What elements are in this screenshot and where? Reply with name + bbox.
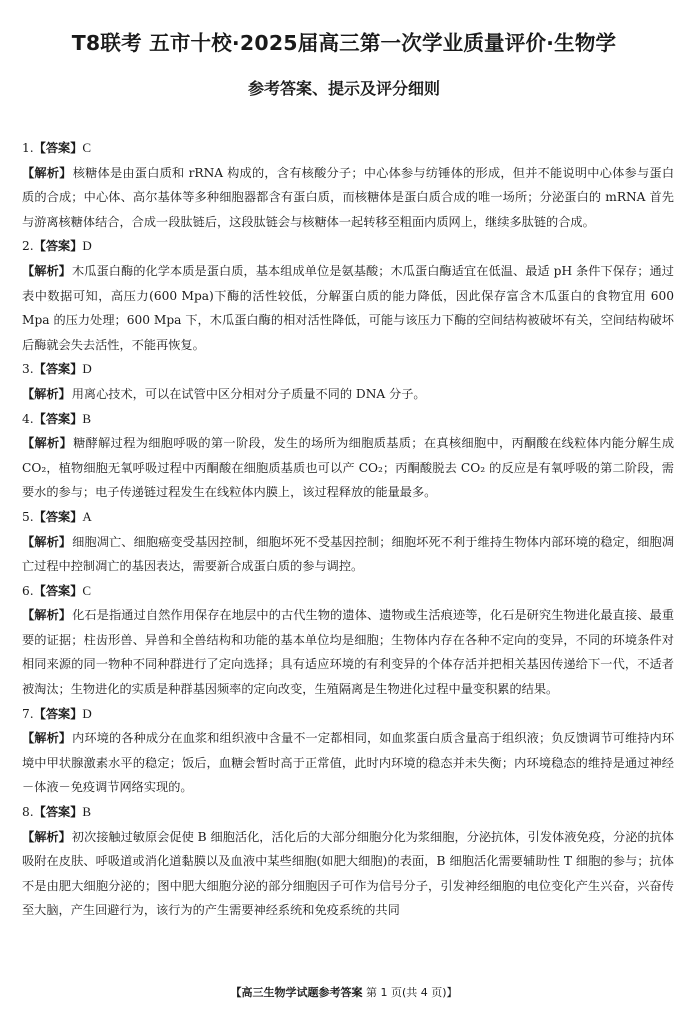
- answer-list: [22, 136, 674, 923]
- answer-choice: A: [82, 508, 92, 524]
- analysis-paragraph: [22, 726, 674, 800]
- question-number: 5.: [22, 509, 34, 524]
- question-number: 3.: [22, 362, 34, 377]
- answer-choice: D: [82, 238, 92, 254]
- analysis-paragraph: [22, 431, 674, 505]
- analysis-text: 木瓜蛋白酶的化学本质是蛋白质，基本组成单位是氨基酸；木瓜蛋白酶适宜在低温、最适 pH 条件下保存；通过表中数据可知，高压力(600 Mpa)下酶的活性较低，分解蛋白质的能力降低，因此保存富含木瓜蛋白的食物宜用 600 Mpa 的压力处理；600 Mpa 下，木瓜蛋白酶的相对活性降低，可能与该压力下酶的空间结构被破坏有关，空间结构破坏后酶就会失去活性，不能再恢复。: [22, 263, 674, 352]
- answer-label: 【答案】: [33, 239, 83, 254]
- answer-line: [22, 702, 674, 727]
- answer-line: [22, 800, 674, 825]
- analysis-label: 【解析】: [22, 731, 72, 746]
- analysis-label: 【解析】: [22, 165, 72, 180]
- answer-label: 【答案】: [33, 362, 83, 377]
- page-subtitle: 参考答案、提示及评分细则: [247, 79, 440, 98]
- page-footer: [0, 984, 688, 1000]
- answer-label: 【答案】: [33, 509, 83, 524]
- analysis-label: 【解析】: [22, 829, 71, 844]
- analysis-text: 内环境的各种成分在血浆和组织液中含量不一定都相同，如血浆蛋白质含量高于组织液；负反馈调节可维持内环境中甲状腺激素水平的稳定；饭后，血糖会暂时高于正常值，此时内环境的稳态并未失衡；内环境稳态的维持是通过神经－体液－免疫调节网络实现的。: [22, 731, 675, 795]
- analysis-text: 化石是指通过自然作用保存在地层中的古代生物的遗体、遗物或生活痕迹等，化石是研究生物进化最直接、最重要的证据；柱齿形兽、异兽和全兽结构和功能的基本单位均是细胞；生物体内存在各种不定向的变异，不同的环境条件对相同来源的同一物种不同种群进行了定向选择；具有适应环境的有利变异的个体存活并把相关基因传递给下一代，不适者被淘汰；生物进化的实质是种群基因频率的定向改变，生殖隔离是生物进化过程中量变积累的结果。: [22, 608, 675, 697]
- answer-item: [22, 505, 674, 579]
- answer-line: [22, 136, 674, 161]
- answer-label: 【答案】: [33, 411, 83, 426]
- analysis-label: 【解析】: [22, 263, 71, 278]
- footer-label: 【高三生物学试题参考答案: [230, 986, 363, 999]
- answer-choice: C: [82, 140, 92, 155]
- analysis-label: 【解析】: [22, 386, 71, 401]
- analysis-text: 细胞凋亡、细胞癌变受基因控制，细胞坏死不受基因控制；细胞坏死不利于维持生物体内部环境的稳定，细胞凋亡过程中控制凋亡的基因表达，需要新合成蛋白质的参与调控。: [22, 534, 675, 574]
- answer-item: [22, 234, 674, 357]
- answer-line: [22, 407, 674, 432]
- analysis-paragraph: [22, 259, 674, 357]
- answer-line: [22, 357, 674, 382]
- answer-line: [22, 234, 674, 259]
- analysis-text: 糖酵解过程为细胞呼吸的第一阶段，发生的场所为细胞质基质；在真核细胞中，丙酮酸在线粒体内能分解生成 CO₂，植物细胞无氧呼吸过程中丙酮酸在细胞质基质也可以产 CO₂；丙酮酸脱去 CO₂ 的反应是有氧呼吸的第二阶段，需要水的参与；电子传递链过程发生在线粒体内膜上，该过程释放的能量最多。: [22, 436, 675, 500]
- answer-label: 【答案】: [33, 583, 83, 598]
- analysis-paragraph: [22, 825, 674, 923]
- analysis-label: 【解析】: [22, 534, 72, 549]
- answer-item: [22, 407, 674, 505]
- page-title: T8联考 五市十校·2025届高三第一次学业质量评价·生物学: [71, 31, 617, 55]
- answer-item: [22, 357, 674, 406]
- answer-choice: C: [82, 582, 92, 598]
- answer-line: [22, 505, 674, 530]
- answer-label: 【答案】: [33, 805, 83, 820]
- answer-item: [22, 579, 674, 702]
- analysis-paragraph: [22, 161, 674, 235]
- analysis-text: 初次接触过敏原会促使 B 细胞活化，活化后的大部分细胞分化为浆细胞，分泌抗体，引发体液免疫，分泌的抗体吸附在皮肤、呼吸道或消化道黏膜以及血液中某些细胞(如肥大细胞)的表面，B 细胞活化需要辅助性 T 细胞的参与；抗体不是由肥大细胞分泌的；图中肥大细胞分泌的部分细胞因子可作为信号分子，引发神经细胞的电位变化产生兴奋，兴奋传至大脑，产生回避行为，该行为的产生需要神经系统和免疫系统的共同: [22, 829, 674, 918]
- question-number: 4.: [22, 411, 34, 426]
- analysis-text: 用离心技术，可以在试管中区分相对分子质量不同的 DNA 分子。: [71, 386, 426, 401]
- question-number: 2.: [22, 239, 34, 254]
- answer-item: [22, 702, 674, 800]
- analysis-paragraph: [22, 530, 674, 579]
- analysis-paragraph: [22, 603, 674, 701]
- question-number: 6.: [22, 583, 34, 598]
- answer-label: 【答案】: [33, 141, 83, 155]
- question-number: 8.: [22, 805, 34, 820]
- analysis-label: 【解析】: [22, 608, 72, 623]
- footer-page-number: 第 1 页(共 4 页)】: [365, 986, 458, 999]
- analysis-text: 核糖体是由蛋白质和 rRNA 构成的，含有核酸分子；中心体参与纺锤体的形成，但并不能说明中心体参与蛋白质的合成；中心体、高尔基体等多种细胞器都含有蛋白质，而核糖体是蛋白质合成的唯一场所；分泌蛋白的 mRNA 首先与游离核糖体结合，合成一段肽链后，这段肽链会与核糖体一起转移至粗面内质网上，继续多肽链的合成。: [22, 165, 675, 229]
- analysis-paragraph: [22, 382, 674, 407]
- answer-label: 【答案】: [33, 706, 83, 721]
- answer-choice: D: [82, 705, 92, 721]
- question-number: 7.: [22, 706, 34, 721]
- answer-choice: D: [82, 361, 92, 377]
- answer-line: [22, 579, 674, 604]
- answer-item: [22, 800, 674, 923]
- answer-choice: B: [82, 410, 92, 426]
- analysis-label: 【解析】: [22, 436, 73, 451]
- answer-choice: B: [82, 804, 92, 820]
- question-number: 1.: [22, 141, 34, 155]
- answer-item: [22, 136, 674, 234]
